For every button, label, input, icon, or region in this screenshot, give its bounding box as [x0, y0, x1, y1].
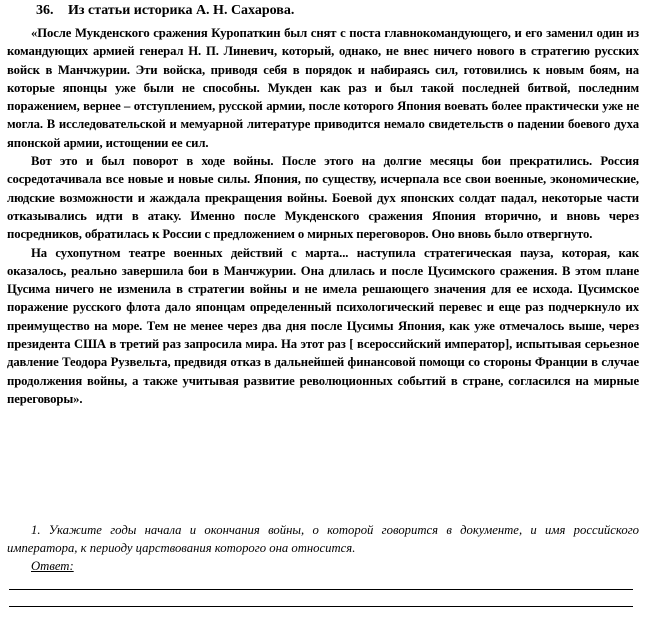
answer-label: Ответ:: [31, 559, 74, 573]
source-title: Из статьи историка А. Н. Сахарова.: [68, 3, 295, 18]
paragraph-2: Вот это и был поворот в ходе войны. После этого на долгие месяцы бои прекратились. Россия сосредотачивала все новые и новые силы. Япония, по существу, исчерпала все свои военные, экономические, людские возможности и жаждала прекращения войны. Боевой дух японских солдат падал, некоторые части отказывались идти в атаку. Именно после Мукденского сражения Япония вторично, и вновь через посредников, обратилась к России с предложением о мирных переговоров. Оно вновь было отвергнуто.: [7, 154, 639, 242]
source-text: [7, 24, 639, 408]
answer-line-1[interactable]: [9, 589, 633, 590]
paragraph-1: «После Мукденского сражения Куропаткин был снят с поста главнокомандующего, и его заменил один из командующих армией генерал Н. П. Линевич, который, однако, не внес ничего нового в стратегию русских войск в Манчжурии. Эти войска, приводя себя в порядок и набираясь сил, готовились к новым боям, на которые японцы уже были не способны. Мукден как раз и был такой последней битвой, последним поражением, вернее – отступлением, русской армии, после которого Япония воевать более практически уже не могла. В исследовательской и мемуарной литературе приводится немало свидетельств о падении боевого духа японской армии, истощении ее сил.: [7, 26, 639, 150]
task-heading: [10, 2, 294, 20]
paragraph-3: На сухопутном театре военных действий с марта... наступила стратегическая пауза, которая, как оказалось, реально завершила бои в Манчжурии. Она длилась и после Цусимского сражения. В этом плане Цусима ничего не изменила в стратегии войны и не имела решающего значения для ее исхода. Цусимское поражение русского флота дало японцам определенный психологический перевес и еще раз подчеркнуло их преимущество на море. Тем не менее через два дня после Цусимы Япония, как уже отмечалось выше, через президента США в третий раз запросила мира. На этот раз [ всероссийский император], испытывая серьезное давление Теодора Рузвельта, предвидя отказ в дальнейшей финансовой помощи со стороны Франции в случае продолжения войны, а также учитывая развитие революционных событий в стране, согласился на мирные переговоры».: [7, 245, 639, 406]
task-number: 36.: [36, 3, 54, 18]
question-text: 1. Укажите годы начала и окончания войны, о которой говорится в документе, и имя российского императора, к периоду царствования которого она относится.: [7, 523, 639, 555]
answer-line-2[interactable]: [9, 606, 633, 607]
task-block: [7, 521, 639, 575]
